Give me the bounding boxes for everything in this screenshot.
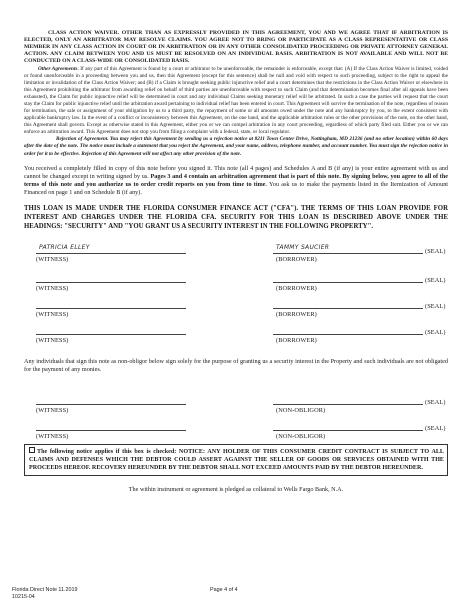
rejection-text: . You may reject this Agreement by sending us a rejection notice at 8211 Town Center Drive, Nottingham, MD 21236 (and no other location) within 60 days after the date of the note. The notice must include a statement that you reject the Agreement, and your name, address, telephone number, and account number. You must sign the rejection notice in order for it to be effective. Rejection of this Agreement will not affect any other provision of the note. [24, 136, 448, 157]
signature-block [24, 240, 448, 358]
witness-label: (WITNESS) [36, 336, 69, 344]
borrower-label: (BORROWER) [276, 255, 317, 263]
class-action-waiver: CLASS ACTION WAIVER. OTHER THAN AS EXPRESSLY PROVIDED IN THIS AGREEMENT, YOU AND WE AGREE THAT IF ARBITRATION IS ELECTED, ONLY AN ARBITRATOR MAY RESOLVE CLAIMS. YOU AGREE NOT TO BRING OR PARTICIPATE AS A CLASS REPRESENTATIVE OR CLASS MEMBER IN ANY CLASS ACTION IN COURT OR IN ARBITRATION OR IN ANY OTHER CONSOLIDATED PROCEEDING OR PRIVATE ATTORNEY GENERAL ACTION. ANY CLAIM BETWEEN YOU AND US MUST BE RESOLVED ON AN INDIVIDUAL BASIS. ARBITRATION IS NOT AVAILABLE AND WILL NOT BE CONDUCTED ON A CLASS-WIDE OR CONSOLIDATED BASIS. [24, 30, 448, 65]
other-agreements-text: . If any part of this Agreement is found by a court or arbitrator to be unenforceable, the remainder is enforceable, except that: (A) If the Class Action Waiver is limited, voided or found unenforceable in a proceeding between you and us, then this Agreement (except for this sentence) shall be null and void with respect to such proceeding, subject to the right to appeal the limitation or invalidation of the Class Action Waiver; and (B) if a Claim is brought seeking public injunctive relief and a court determines that the restrictions in the Class Action Waiver or elsewhere in this Agreement prohibiting the arbitrator from awarding relief on behalf of third parties are unenforceable with respect to such Claim (and that determination becomes final after all appeals have been exhausted), the Claim for public injunctive relief will be determined in court and any individual Claims seeking monetary relief will be arbitrated. In such a case the parties will request that the court stay the Claim for public injunctive relief until the arbitration award pertaining to individual relief has been entered in court. This Agreement will survive the termination of the note, regardless of reason for termination, the sale or assignment of your obligation by us to a third party, the repayment of some or all amounts owed under the note and any bankruptcy by you, to the extent consistent with applicable bankruptcy law. In the event of a conflict or inconsistency between this Agreement, on the one hand, and the applicable arbitration rules or the other provisions of the note, on the other hand, this Agreement shall govern. Except as otherwise stated in this Agreement, either you or we can compel arbitration in any court proceeding, regardless of which party filed suit. Either you or we can enforce an arbitration award. This Agreement does not stop you from filing a complaint with a federal, state, or local regulator. [24, 65, 448, 136]
holder-notice-box [24, 444, 448, 476]
seal-label: (SEAL) [425, 398, 446, 406]
notice-checkbox[interactable] [29, 447, 35, 453]
witness-label: (WITNESS) [36, 432, 69, 440]
witness-label: (WITNESS) [36, 406, 69, 414]
rejection-paragraph [24, 136, 448, 157]
holder-notice-text: The following notice applies if this box is checked: NOTICE: ANY HOLDER OF THIS CONSUMER CREDIT CONTRACT IS SUBJECT TO ALL CLAIMS AND DEFENSES WHICH THE DEBTOR COULD ASSERT AGAINST THE SELLER OF GOODS OR SERVICES OBTAINED WITH THE PROCEEDS HEREOF. RECOVERY HEREUNDER BY THE DEBTOR SHALL NOT EXCEED AMOUNTS PAID BY THE DEBTOR HEREUNDER. [29, 448, 444, 471]
seal-label: (SEAL) [425, 276, 446, 284]
non-obligor-label: (NON-OBLIGOR) [276, 406, 326, 414]
other-agreements-heading: Other Agreements [38, 65, 78, 72]
seal-label: (SEAL) [425, 328, 446, 336]
receipt-text-bold: Pages 3 and 4 contain an arbitration agreement that is part of this note. By signing below, you agree to all of the terms of this note and you authorize us to order credit reports on you from time to time [24, 172, 449, 188]
witness-label: (WITNESS) [36, 310, 69, 318]
non-obligor-signature-line[interactable] [273, 404, 423, 405]
non-obligor-label: (NON-OBLIGOR) [276, 432, 326, 440]
seal-label: (SEAL) [425, 247, 446, 255]
non-obligor-paragraph: Any individuals that sign this note as non-obligor below sign solely for the purpose of granting us a security interest in the Property and such individuals are not obligated for the payment of any monies. [24, 357, 448, 373]
witness-signature-line[interactable] [36, 404, 186, 405]
witness-signature-line[interactable] [36, 430, 186, 431]
borrower-label: (BORROWER) [276, 310, 317, 318]
other-agreements-paragraph [24, 66, 448, 136]
receipt-text-1: You received a completely filled in copy of this note before you signed it. This note (all 4 pages) and Schedules A and B (if any) is your entire agreement with us and cannot be changed except in writing signed by us. [24, 164, 448, 180]
borrower-signature-line[interactable] [273, 253, 423, 254]
borrower-signature: TAMMY SAUCIER [276, 243, 330, 251]
non-obligor-signature-block [24, 384, 448, 444]
receipt-paragraph [24, 165, 448, 197]
witness-signature-line[interactable] [36, 282, 186, 283]
footer-form-info [12, 587, 78, 601]
witness-signature: PATRICIA ELLEY [39, 243, 90, 251]
witness-label: (WITNESS) [36, 284, 69, 292]
witness-signature-line[interactable] [36, 334, 186, 335]
footer-form-code: 10215-04 [12, 593, 35, 600]
seal-label: (SEAL) [425, 424, 446, 432]
borrower-signature-line[interactable] [273, 282, 423, 283]
pledge-statement: The within instrument or agreement is pledged as collateral to Wells Fargo Bank, N.A. [128, 485, 344, 493]
rejection-heading: Rejection of Agreement [56, 136, 108, 143]
fcfa-disclosure: THIS LOAN IS MADE UNDER THE FLORIDA CONSUMER FINANCE ACT ("CFA"). THE TERMS OF THIS LOAN PROVIDE FOR INTEREST AND CHARGES UNDER THE FLORIDA CFA. SECURITY FOR THIS LOAN IS DESCRIBED ABOVE UNDER THE HEADINGS: "SECURITY" AND "YOU GRANT US A SECURITY INTEREST IN THE FOLLOWING PROPERTY". [24, 204, 448, 230]
witness-label: (WITNESS) [36, 255, 69, 263]
receipt-text-2: . You ask us to make the payments listed in the Itemization of Amount Financed on page 1 and on Schedule B (if any). [24, 180, 449, 196]
borrower-label: (BORROWER) [276, 284, 317, 292]
non-obligor-signature-line[interactable] [273, 430, 423, 431]
borrower-label: (BORROWER) [276, 336, 317, 344]
borrower-signature-line[interactable] [273, 334, 423, 335]
seal-label: (SEAL) [425, 302, 446, 310]
borrower-signature-line[interactable] [273, 308, 423, 309]
footer-form-name: Florida Direct Note 11.2019 [12, 587, 78, 593]
witness-signature-line[interactable] [36, 253, 186, 254]
witness-signature-line[interactable] [36, 308, 186, 309]
footer-page-number: Page 4 of 4 [210, 587, 238, 593]
